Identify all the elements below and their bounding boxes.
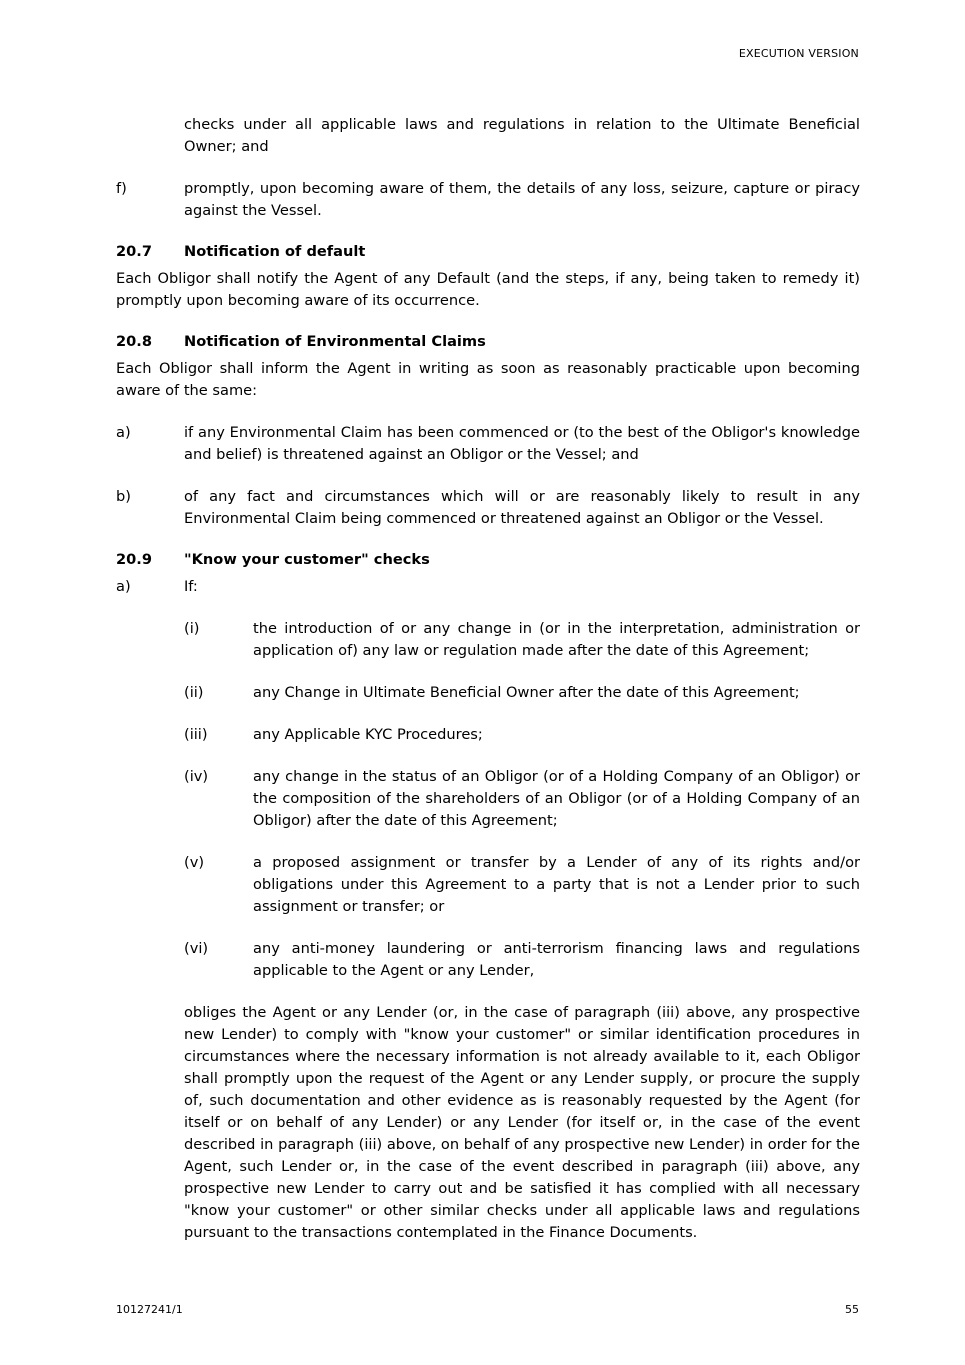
sub-item-text: any anti-money laundering or anti-terrorism financing laws and regulations applicable to the Agent or any Lender, — [253, 940, 860, 979]
sub-item-label: (vi) — [184, 940, 209, 957]
section-body-20-7: Each Obligor shall notify the Agent of any Default (and the steps, if any, being taken to remedy it) promptly upon becoming aware of its occurrence. — [116, 270, 860, 309]
item-label: b) — [116, 488, 131, 505]
item-text: promptly, upon becoming aware of them, the details of any loss, seizure, capture or piracy against the Vessel. — [184, 180, 860, 219]
page-content — [116, 114, 860, 1244]
sub-item-label: (ii) — [184, 684, 204, 701]
sub-item-text: any change in the status of an Obligor (or of a Holding Company of an Obligor) or the composition of the shareholders of an Obligor (or of a Holding Company of an Obligor) after the date of this Agreement; — [253, 768, 860, 829]
sub-item-vi — [184, 938, 860, 982]
sub-item-label: (i) — [184, 620, 200, 637]
sub-item-text: a proposed assignment or transfer by a Lender of any of its rights and/or obligations under this Agreement to a party that is not a Lender prior to such assignment or transfer; or — [253, 854, 860, 915]
item-text: if any Environmental Claim has been commenced or (to the best of the Obligor's knowledge and belief) is threatened against an Obligor or the Vessel; and — [184, 424, 860, 463]
section-title: Notification of default — [184, 243, 366, 260]
sub-item-label: (iv) — [184, 768, 209, 785]
closing-paragraph: obliges the Agent or any Lender (or, in the case of paragraph (iii) above, any prospective new Lender) to comply with "know your customer" or similar identification procedures in circumstances where the necessary information is not already available to it, each Obligor shall promptly upon the request of the Agent or any Lender supply, or procure the supply of, such documentation and other evidence as is reasonably requested by the Agent (for itself or on behalf of any Lender) or any Lender (for itself or, in the case of the event described in paragraph (iii) above, on behalf of any prospective new Lender) in order for the Agent, such Lender or, in the case of the event described in paragraph (iii) above, any prospective new Lender to carry out and be satisfied it has complied with all necessary "know your customer" or other similar checks under all applicable laws and regulations pursuant to the transactions contemplated in the Finance Documents. — [184, 1004, 860, 1241]
sub-item-text: the introduction of or any change in (or in the interpretation, administration or application of) any law or regulation made after the date of this Agreement; — [253, 620, 860, 659]
page-number: 55 — [845, 1303, 859, 1316]
sub-item-i — [184, 618, 860, 662]
sub-item-iv — [184, 766, 860, 832]
sub-item-label: (v) — [184, 854, 205, 871]
section-heading-20-8 — [116, 331, 860, 353]
sub-item-v — [184, 852, 860, 918]
item-label: a) — [116, 578, 131, 595]
section-body-20-8: Each Obligor shall inform the Agent in writing as soon as reasonably practicable upon becoming aware of the same: — [116, 360, 860, 399]
list-item-b — [116, 486, 860, 530]
sub-item-text: any Change in Ultimate Beneficial Owner after the date of this Agreement; — [253, 684, 800, 701]
document-reference: 10127241/1 — [116, 1303, 183, 1316]
list-item-a — [116, 422, 860, 466]
section-number: 20.7 — [116, 243, 153, 260]
sub-item-label: (iii) — [184, 726, 208, 743]
section-heading-20-7 — [116, 241, 860, 263]
list-item-f — [116, 178, 860, 222]
sub-item-iii — [184, 724, 860, 746]
sub-item-ii — [184, 682, 860, 704]
section-title: Notification of Environmental Claims — [184, 333, 486, 350]
sub-list — [184, 618, 860, 982]
item-label: f) — [116, 180, 127, 197]
section-number: 20.8 — [116, 333, 153, 350]
section-heading-20-9 — [116, 549, 860, 571]
item-text: If: — [184, 578, 198, 595]
item-text: of any fact and circumstances which will or are reasonably likely to result in any Environmental Claim being commenced or threatened against an Obligor or the Vessel. — [184, 488, 860, 527]
item-label: a) — [116, 424, 131, 441]
sub-item-text: any Applicable KYC Procedures; — [253, 726, 483, 743]
section-number: 20.9 — [116, 551, 153, 568]
section-title: "Know your customer" checks — [184, 551, 430, 568]
list-item-a — [116, 576, 860, 598]
carryover-paragraph: checks under all applicable laws and regulations in relation to the Ultimate Beneficial Owner; and — [184, 116, 860, 155]
execution-version-header: EXECUTION VERSION — [738, 47, 859, 60]
